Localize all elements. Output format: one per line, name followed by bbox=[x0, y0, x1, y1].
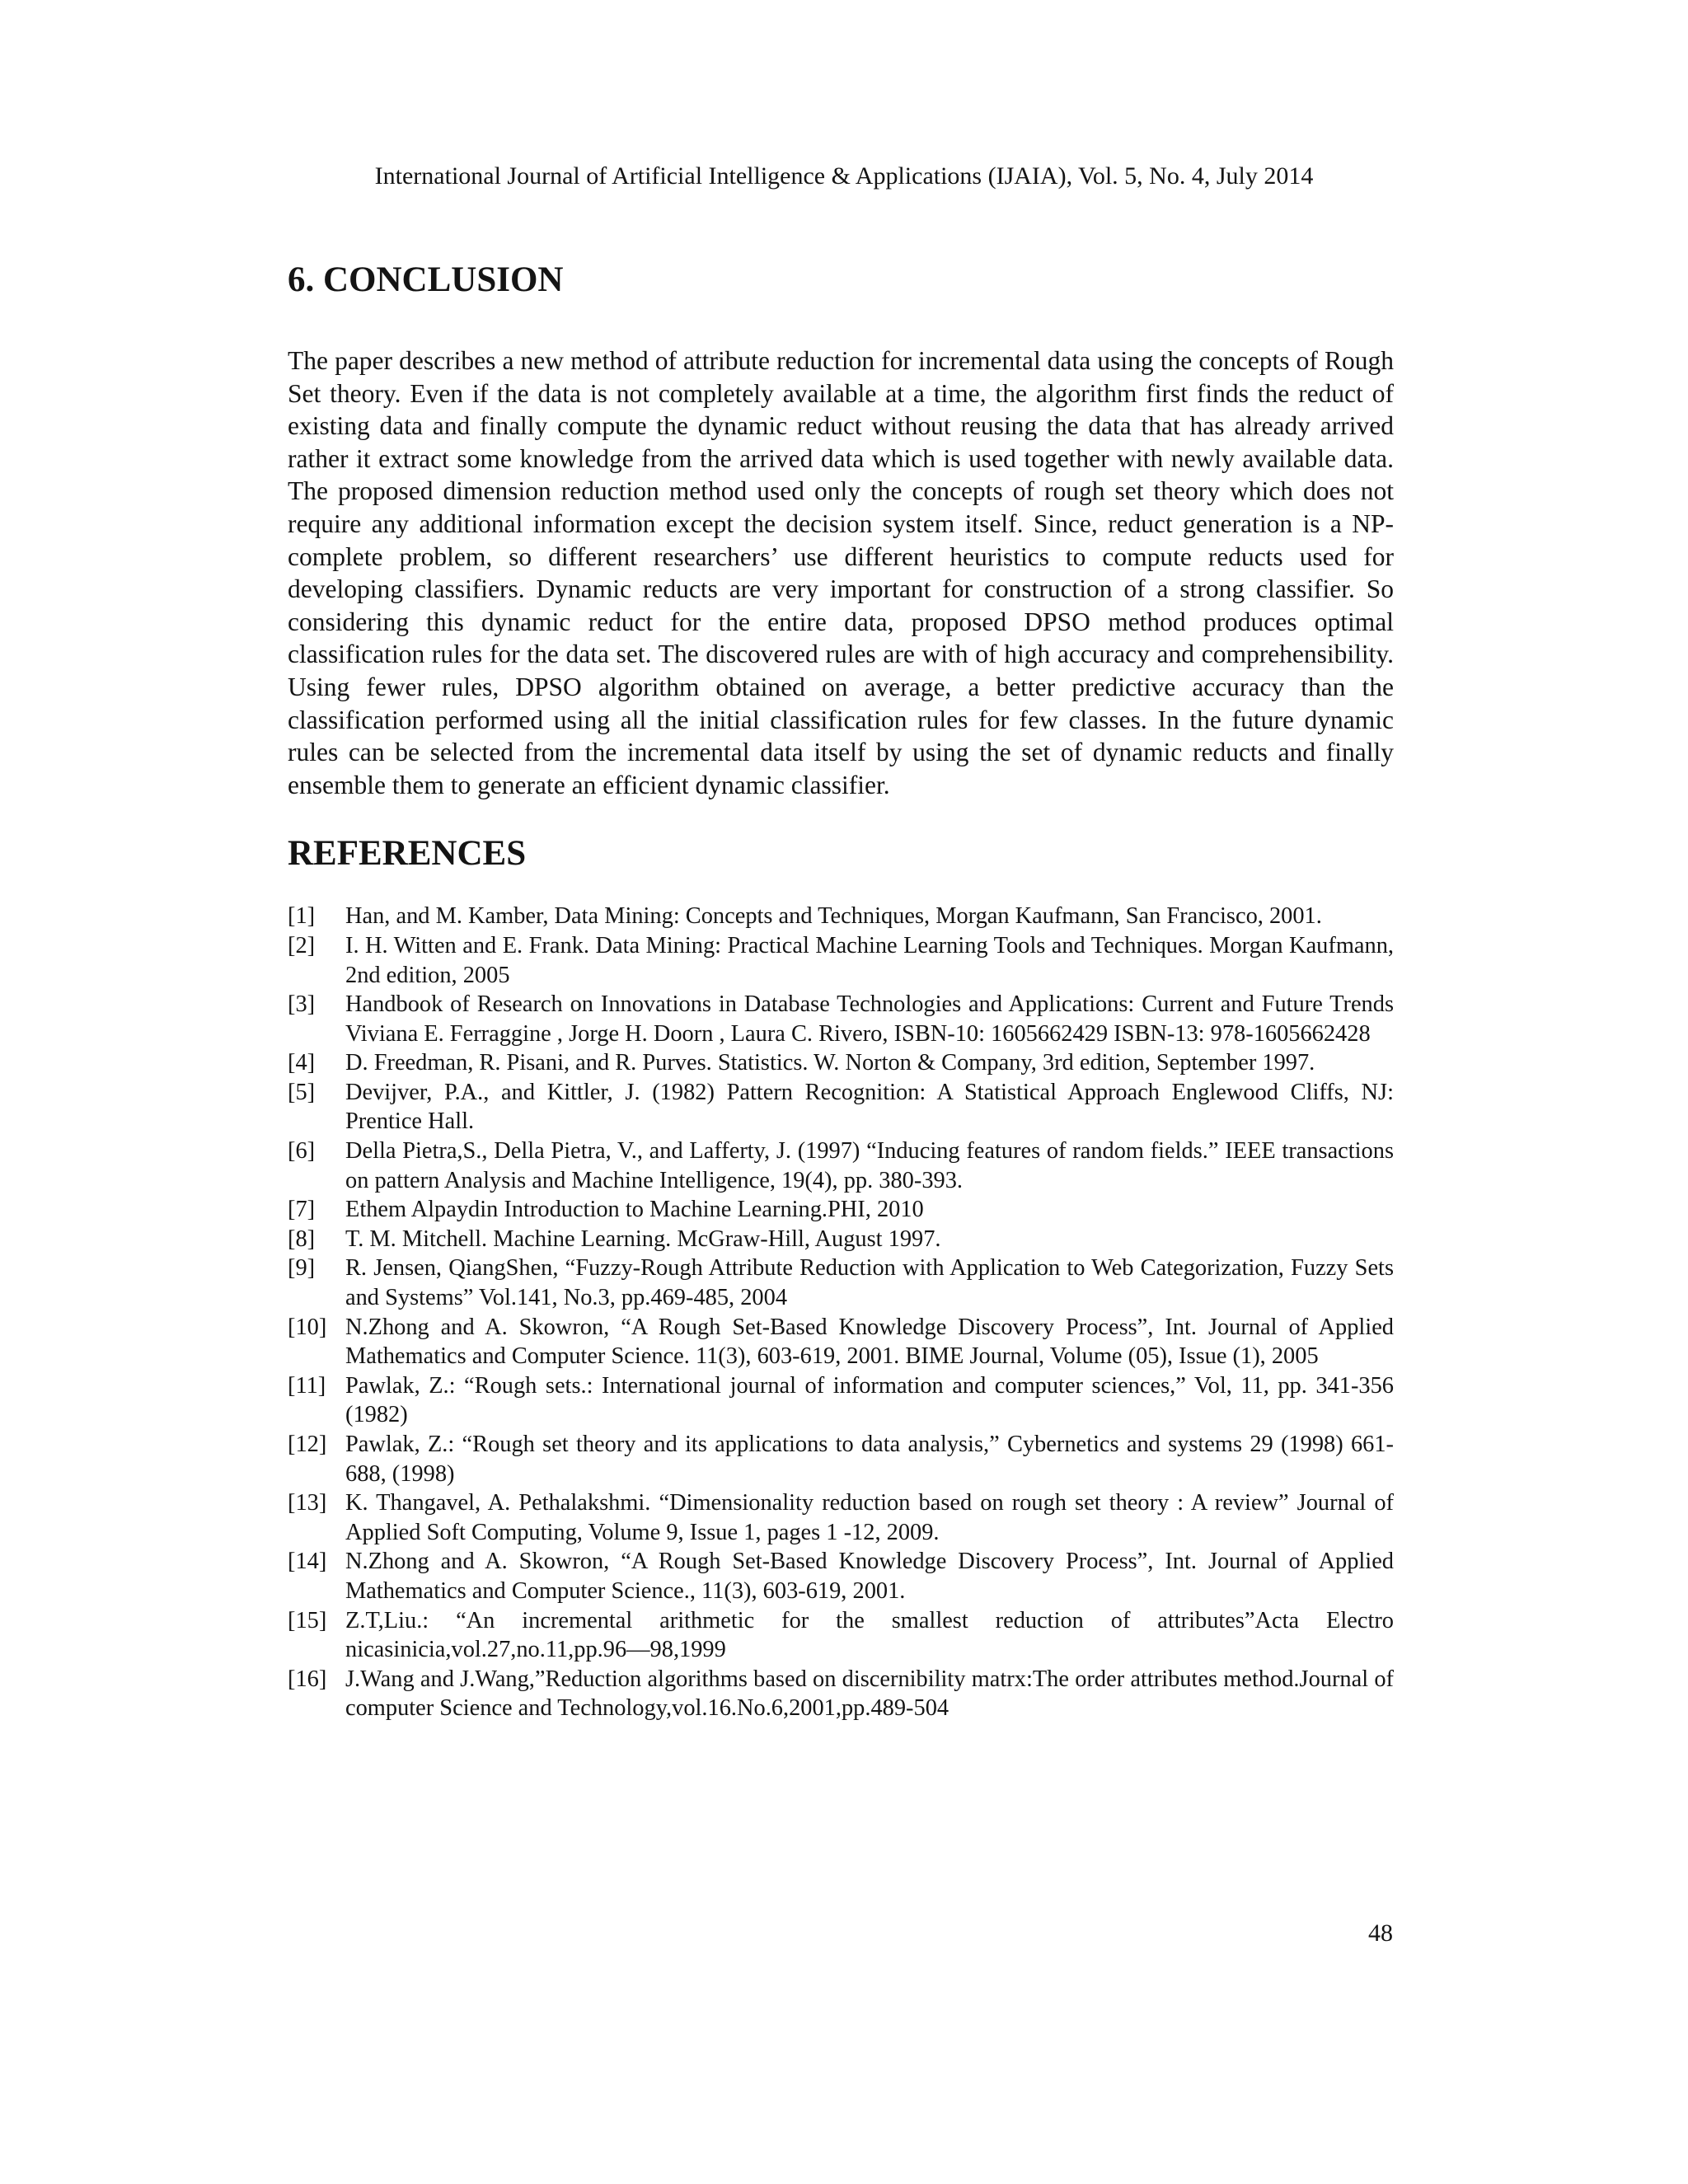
reference-text: Pawlak, Z.: “Rough sets.: International journal of information and computer sciences,” Vol, 11, pp. 341-356 (1982) bbox=[345, 1372, 1394, 1428]
reference-item bbox=[288, 1078, 1394, 1137]
reference-text: Z.T,Liu.: “An incremental arithmetic for the smallest reduction of attributes”Acta Electro nicasinicia,vol.27,no.11,pp.96—98,1999 bbox=[345, 1607, 1394, 1663]
reference-item bbox=[288, 1195, 1394, 1225]
reference-text: Handbook of Research on Innovations in Database Technologies and Applications: Current and Future Trends Viviana E. Ferraggine , Jorge H. Doorn , Laura C. Rivero, ISBN-10: 1605662429 ISBN-13: 978-1605662428 bbox=[345, 991, 1394, 1047]
reference-number: [6] bbox=[288, 1138, 316, 1165]
reference-number: [3] bbox=[288, 991, 316, 1018]
reference-item bbox=[288, 1488, 1394, 1547]
main-content bbox=[288, 257, 1394, 1723]
reference-number: [5] bbox=[288, 1079, 316, 1105]
reference-number: [4] bbox=[288, 1050, 316, 1076]
reference-number: [1] bbox=[288, 903, 316, 930]
reference-text: T. M. Mitchell. Machine Learning. McGraw-Hill, August 1997. bbox=[345, 1226, 941, 1252]
reference-number: [11] bbox=[288, 1372, 326, 1399]
reference-number: [7] bbox=[288, 1197, 316, 1223]
page-number: 48 bbox=[1368, 1919, 1393, 1947]
reference-text: Han, and M. Kamber, Data Mining: Concepts and Techniques, Morgan Kaufmann, San Francisco, 2001. bbox=[345, 903, 1322, 930]
reference-item bbox=[288, 990, 1394, 1048]
reference-item bbox=[288, 1547, 1394, 1605]
reference-number: [2] bbox=[288, 932, 316, 958]
reference-number: [14] bbox=[288, 1549, 327, 1575]
reference-item bbox=[288, 1606, 1394, 1665]
reference-text: K. Thangavel, A. Pethalakshmi. “Dimensionality reduction based on rough set theory : A review” Journal of Applied Soft Computing, Volume 9, Issue 1, pages 1 -12, 2009. bbox=[345, 1490, 1394, 1545]
running-header: International Journal of Artificial Intelligence & Applications (IJAIA), Vol. 5, No. 4, July 2014 bbox=[374, 162, 1314, 190]
reference-number: [10] bbox=[288, 1314, 327, 1340]
reference-text: N.Zhong and A. Skowron, “A Rough Set-Based Knowledge Discovery Process”, Int. Journal of Applied Mathematics and Computer Science. 11(3), 603-619, 2001. BIME Journal, Volume (05), Issue (1), 2005 bbox=[345, 1314, 1394, 1370]
reference-number: [12] bbox=[288, 1432, 327, 1457]
reference-number: [9] bbox=[288, 1255, 316, 1282]
conclusion-heading: 6. CONCLUSION bbox=[288, 260, 564, 299]
conclusion-paragraph: The paper describes a new method of attribute reduction for incremental data using the concepts of Rough Set theory. Even if the data is not completely available at a time, the algorithm first finds the reduct of existing data and finally compute the dynamic reduct without reusing the data that has already arrived rather it extract some knowledge from the arrived data which is used together with newly available data. The proposed dimension reduction method used only the concepts of rough set theory which does not require any additional information except the decision system itself. Since, reduct generation is a NP-complete problem, so different researchers’ use different heuristics to compute reducts used for developing classifiers. Dynamic reducts are very important for construction of a strong classifier. So considering this dynamic reduct for the entire data, proposed DPSO method produces optimal classification rules for the data set. The discovered rules are with of high accuracy and comprehensibility. Using fewer rules, DPSO algorithm obtained on average, a better predictive accuracy than the classification performed using all the initial classification rules for few classes. In the future dynamic rules can be selected from the incremental data itself by using the set of dynamic reducts and finally ensemble them to generate an efficient dynamic classifier. bbox=[288, 346, 1394, 799]
reference-number: [16] bbox=[288, 1666, 327, 1692]
reference-item bbox=[288, 1665, 1394, 1723]
reference-item bbox=[288, 1371, 1394, 1430]
reference-text: Della Pietra,S., Della Pietra, V., and Lafferty, J. (1997) “Inducing features of random fields.” IEEE transactions on pattern Analysis and Machine Intelligence, 19(4), pp. 380-393. bbox=[345, 1138, 1394, 1193]
reference-item bbox=[288, 931, 1394, 990]
reference-item bbox=[288, 1430, 1394, 1488]
reference-text: N.Zhong and A. Skowron, “A Rough Set-Based Knowledge Discovery Process”, Int. Journal of Applied Mathematics and Computer Science., 11(3), 603-619, 2001. bbox=[345, 1549, 1394, 1604]
reference-number: [15] bbox=[288, 1607, 327, 1633]
reference-text: I. H. Witten and E. Frank. Data Mining: Practical Machine Learning Tools and Techniques. Morgan Kaufmann, 2nd edition, 2005 bbox=[345, 932, 1394, 988]
reference-item bbox=[288, 1225, 1394, 1254]
reference-list bbox=[288, 902, 1394, 1723]
reference-text: Ethem Alpaydin Introduction to Machine Learning.PHI, 2010 bbox=[345, 1197, 924, 1223]
reference-item bbox=[288, 1048, 1394, 1078]
references-heading: REFERENCES bbox=[288, 834, 527, 874]
reference-text: R. Jensen, QiangShen, “Fuzzy-Rough Attribute Reduction with Application to Web Categorization, Fuzzy Sets and Systems” Vol.141, No.3, pp.469-485, 2004 bbox=[345, 1255, 1394, 1311]
reference-item bbox=[288, 1137, 1394, 1195]
reference-number: [13] bbox=[288, 1490, 327, 1516]
reference-text: D. Freedman, R. Pisani, and R. Purves. Statistics. W. Norton & Company, 3rd edition, September 1997. bbox=[345, 1050, 1315, 1076]
reference-number: [8] bbox=[288, 1226, 316, 1252]
reference-text: Pawlak, Z.: “Rough set theory and its applications to data analysis,” Cybernetics and systems 29 (1998) 661-688, (1998) bbox=[345, 1432, 1394, 1487]
reference-item bbox=[288, 1254, 1394, 1312]
reference-item bbox=[288, 1313, 1394, 1371]
reference-text: Devijver, P.A., and Kittler, J. (1982) Pattern Recognition: A Statistical Approach Englewood Cliffs, NJ: Prentice Hall. bbox=[345, 1079, 1394, 1135]
reference-text: J.Wang and J.Wang,”Reduction algorithms based on discernibility matrx:The order attributes method.Journal of computer Science and Technology,vol.16.No.6,2001,pp.489-504 bbox=[345, 1666, 1394, 1722]
reference-item bbox=[288, 902, 1394, 931]
